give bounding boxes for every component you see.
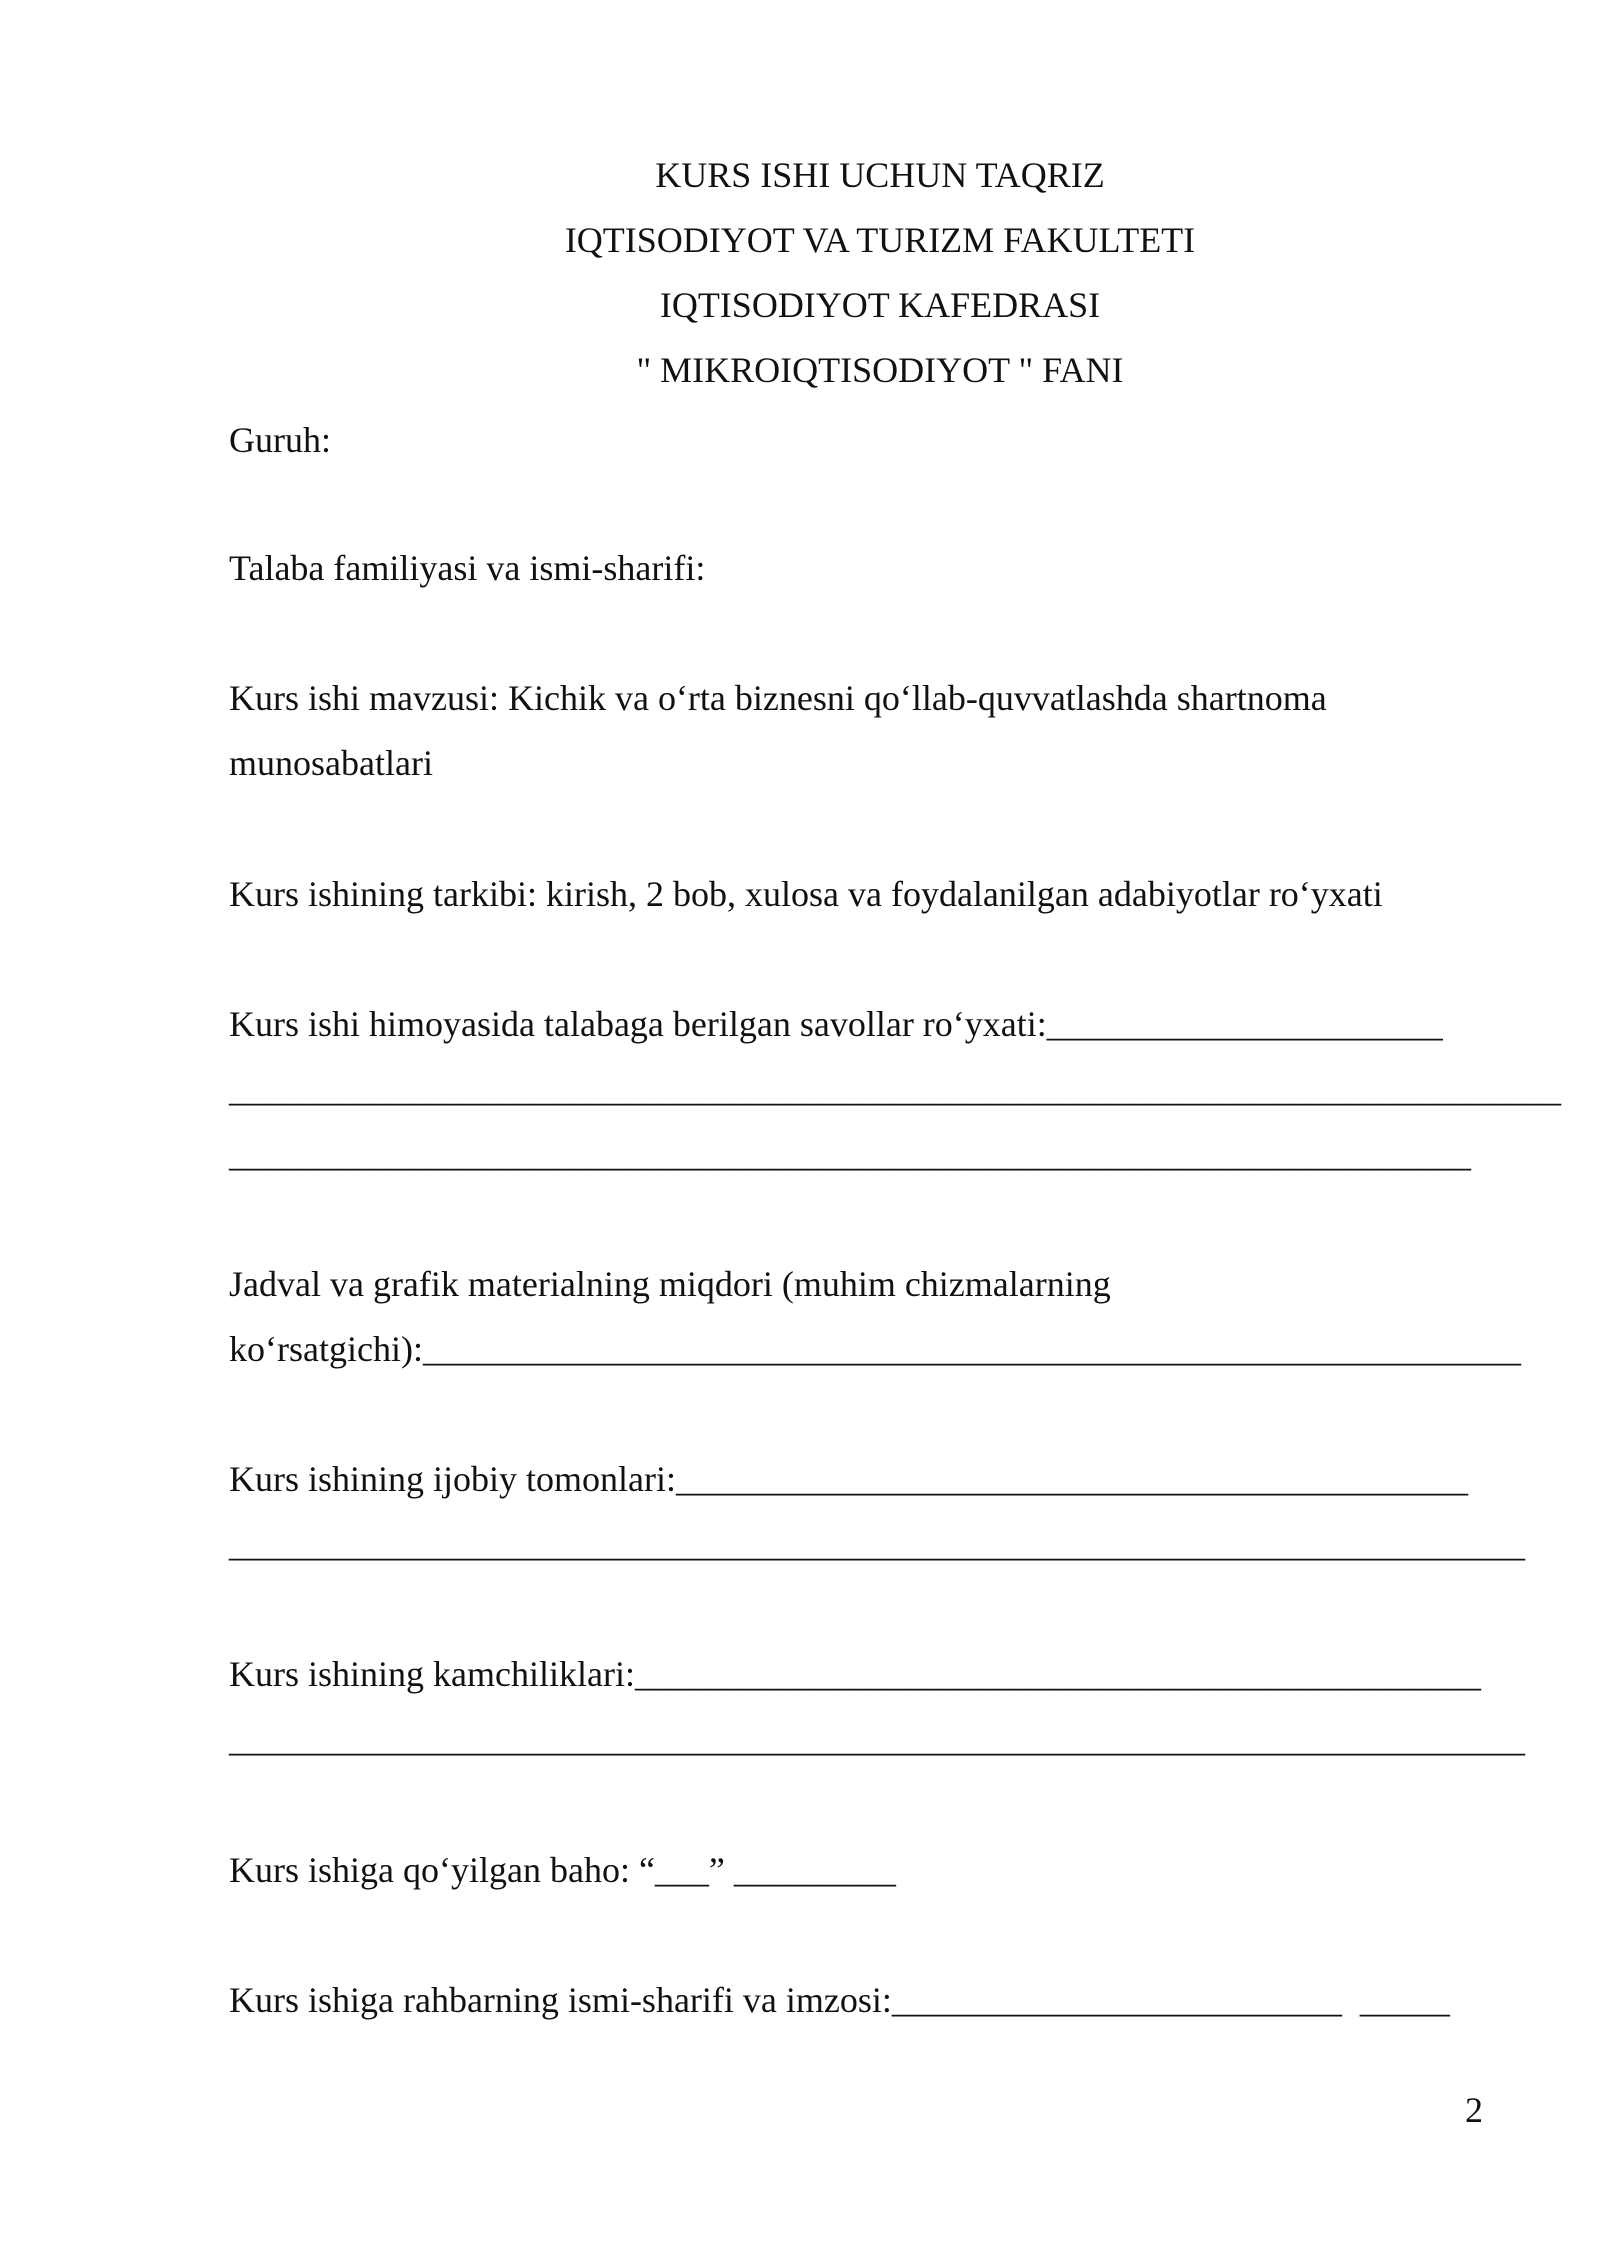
questions-field-line-3: _____________________________________________________________________ — [229, 1134, 1471, 1174]
group-field: Guruh: — [229, 420, 331, 460]
topic-field-line-1: Kurs ishi mavzusi: Kichik va o‘rta biznesni qo‘llab-quvvatlashda shartnoma — [229, 678, 1327, 718]
department-name: IQTISODIYOT KAFEDRASI — [659, 285, 1101, 325]
grade-field: Kurs ishiga qo‘yilgan baho: “___” _________ — [229, 1850, 896, 1890]
positives-field-line-1: Kurs ishining ijobiy tomonlari:____________________________________________ — [229, 1459, 1468, 1499]
questions-field-line-2: __________________________________________________________________________ — [229, 1069, 1561, 1109]
structure-field: Kurs ishining tarkibi: kirish, 2 bob, xulosa va foydalanilgan adabiyotlar ro‘yxati — [229, 874, 1383, 914]
supervisor-field: Kurs ishiga rahbarning ismi-sharifi va imzosi:_________________________ _____ — [229, 1980, 1450, 2020]
subject-name: " MIKROIQTISODIYOT " FANI — [636, 350, 1124, 390]
student-name-field: Talaba familiyasi va ismi-sharifi: — [229, 548, 706, 588]
shortcomings-field-line-2: ________________________________________________________________________ — [229, 1719, 1525, 1759]
tables-field-line-2: ko‘rsatgichi):_____________________________________________________________ — [229, 1329, 1521, 1369]
document-title: KURS ISHI UCHUN TAQRIZ — [655, 155, 1105, 195]
page-number: 2 — [1465, 2090, 1483, 2130]
shortcomings-field-line-1: Kurs ishining kamchiliklari:_______________________________________________ — [229, 1654, 1481, 1694]
positives-field-line-2: ________________________________________________________________________ — [229, 1524, 1525, 1564]
tables-field-line-1: Jadval va grafik materialning miqdori (muhim chizmalarning — [229, 1264, 1111, 1304]
questions-field-line-1: Kurs ishi himoyasida talabaga berilgan savollar ro‘yxati:______________________ — [229, 1004, 1443, 1044]
faculty-name: IQTISODIYOT VA TURIZM FAKULTETI — [564, 220, 1196, 260]
topic-field-line-2: munosabatlari — [229, 743, 433, 783]
